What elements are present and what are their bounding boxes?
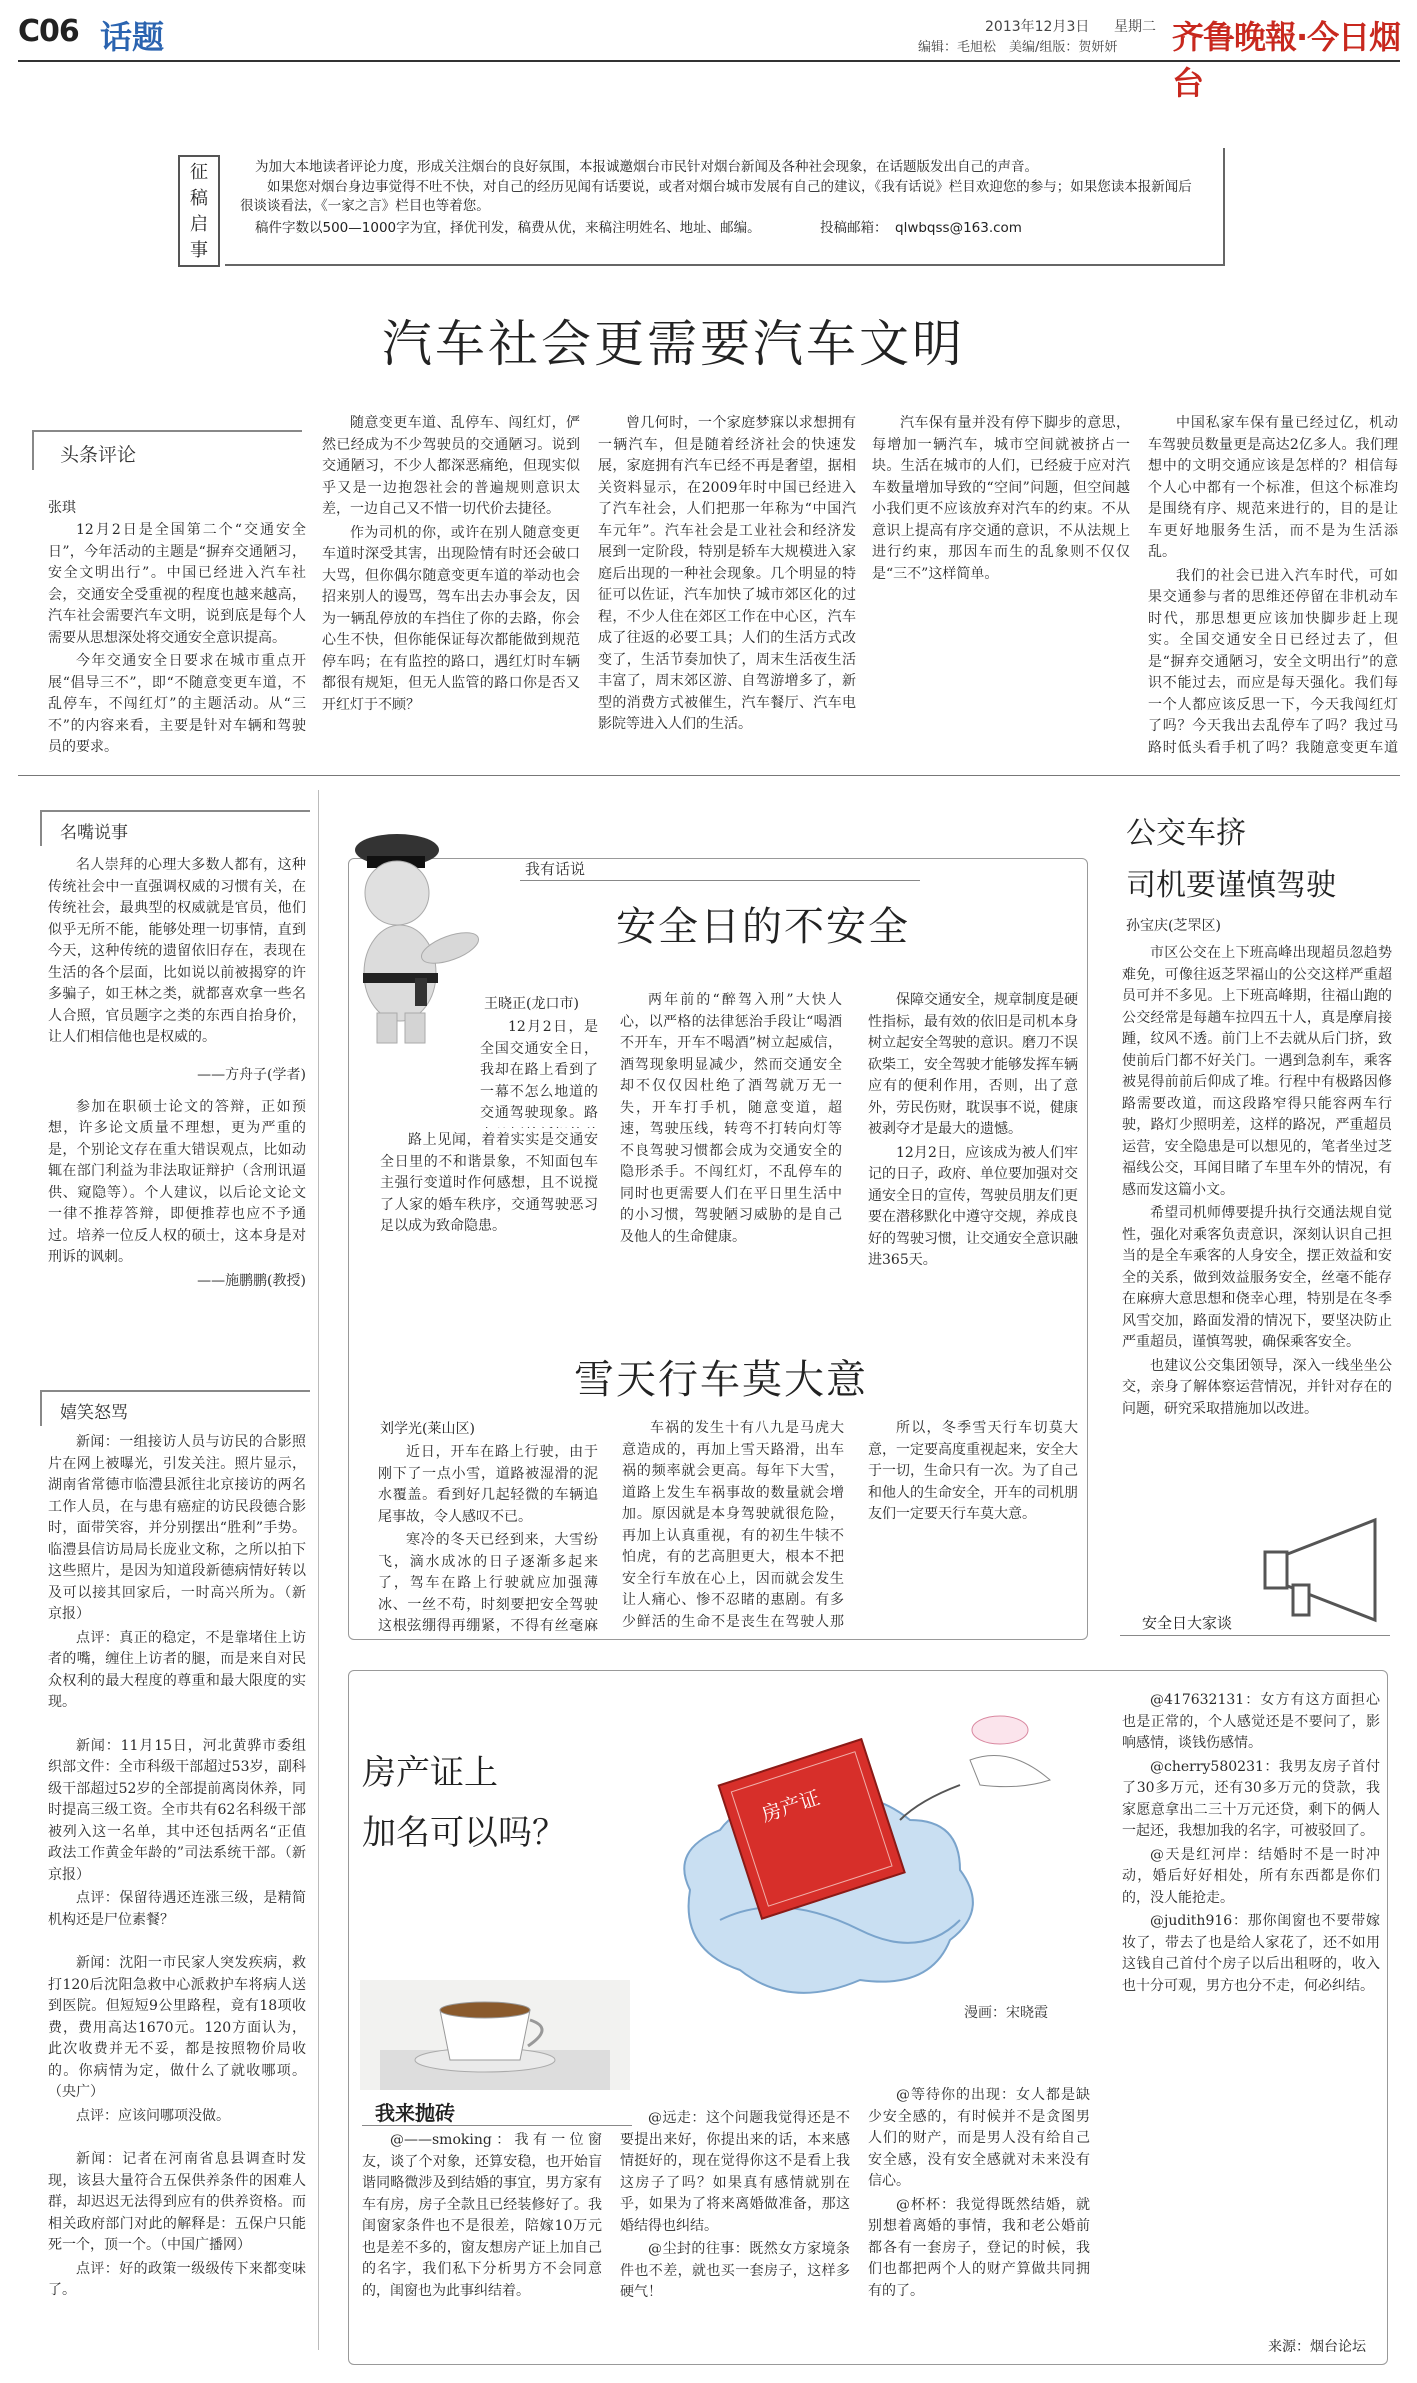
fangchan-para: @等待你的出现：女人都是缺少安全感的，有时候并不是贪图男人们的财产，而是男人没有给自己安全感，没有安全感就对未来没有信心。 — [868, 2087, 1090, 2189]
headline-para: 作为司机的你，或许在别人随意变更车道时深受其害，出现险情有时还会破口大骂，但你偶尔随意变更车道的举动也会招来别人的谩骂，驾车出去办事会友，因为一辆乱停放的车挡住了你的去路，你会心生不快，但你能保证每次都能做到规范停车吗；在有监控的路口，遇红灯时车辆都很有规矩，但无人监管的路口你是否又开红灯于不顾？ — [322, 524, 580, 713]
headline-para: 今年交通安全日要求在城市重点开展“倡导三不”，即“不随意变更车道，不乱停车，不闯红灯”的主题活动。从“三不”的内容来看，主要是针对车辆和驾驶员的要求。 — [48, 653, 306, 755]
header-rule — [18, 60, 1400, 62]
police-figure-illustration — [335, 828, 485, 1048]
fangchan-para: @尘封的往事：既然女方家境条件也不差，就也买一套房子，这样多硬气！ — [620, 2241, 850, 2300]
headline-para: 曾几何时，一个家庭梦寐以求想拥有一辆汽车，但是随着经济社会的快速发展，家庭拥有汽车已经不再是奢望，据相关资料显示，在2009年时中国已经进入了汽车社会，人们把那一年称为“中国汽车元年”。汽车社会是工业社会和经济发展到一定阶段，特别是轿车大规模进入家庭后出现的一种社会现象。几个明显的特征可以佐证，汽车加快了城市郊区化的过程，不少人住在郊区工作在中心区，汽车成了往返的必要工具；人们的生活方式改变了，生活节奏加快了，周末生活夜生活丰富了，周末郊区游、自驾游增多了，新型的消费方式被催生，汽车餐厅、汽车电影院等进入人们的生活。 — [598, 415, 856, 732]
notice-email-label: 投稿邮箱： — [820, 220, 888, 236]
woyou-author-2: 刘学光(莱山区) — [380, 1421, 475, 1437]
xixiao-news: 新闻：11月15日，河北黄骅市委组织部文件：全市科级干部超过53岁，副科级干部超过52岁的全部提前离岗休养，同时提高三级工资。全市共有62名科级干部被列入这一名单，其中还包括两名“正值政法工作黄金年龄的”司法系统干部。（新京报） — [48, 1737, 306, 1883]
headline-para: 汽车保有量并没有停下脚步的意思，每增加一辆汽车，城市空间就被挤占一块。生活在城市的人们，已经疲于应对汽车数量增加导致的“空间”问题，但空间越小我们更不应该放弃对汽车的约束。不从意识上提高有序交通的意识，不从法规上进行约束，那因车而生的乱象则不仅仅是“三不”这样简单。 — [872, 415, 1130, 582]
gongjiao-title-line-1: 公交车挤 — [1126, 816, 1246, 851]
headline-para: 我们的社会已进入汽车时代，可如果交通参与者的思维还停留在非机动车时代，那思想更应该加快脚步赶上现实。全国交通安全日已经过去了，但是“摒弃交通陋习，安全文明出行”的意识不能过去，而应是每天强化。我们每一个人都应该反思一下，今天我闯红灯了吗？今天我出去乱停车了吗？我过马路时低头看手机了吗？我随意变更车道 — [1148, 567, 1398, 756]
fangchan-column-rule — [362, 2125, 632, 2126]
woyou-tag: 我有话说 — [525, 860, 586, 878]
xixiao-news: 新闻：记者在河南省息县调查时发现，该县大量符合五保供养条件的困难人群，却迟迟无法得到应有的供养资格。而相关政府部门对此的解释是：五保户只能死一个，顶一个。（中国广播网） — [48, 2151, 306, 2253]
fangchan-para: @417632131：女方有这方面担心也是正常的，个人感觉还是不要问了，影响感情，谈钱伤感情。 — [1122, 1692, 1380, 1751]
headline-author: 张琪 — [48, 500, 76, 516]
mingzui-signature: ——方舟子(学者) — [197, 1067, 306, 1083]
megaphone-icon — [1255, 1510, 1395, 1630]
headline-title: 汽车社会更需要汽车文明 — [382, 315, 965, 373]
woyou-para: 寒冷的冬天已经到来，大雪纷飞，滴水成冰的日子逐渐多起来了，驾车在路上行驶就应加强薄冰、一丝不苟，时刻要把安全驾驶这根弦绷得再绷紧，不得有丝毫麻 — [378, 1532, 598, 1634]
woyou-title-1: 安全日的不安全 — [616, 904, 910, 950]
xixiao-news: 新闻：沈阳一市民家人突发疾病，救打120后沈阳急救中心派救护车将病人送到医院。但短短9公里路程，竟有18项收费，费用高达1670元。120方面认为，此次收费并无不妥，都是按照物价局收的。你病情为定，做什么了就收哪项。（央广） — [48, 1955, 306, 2100]
xixiao-comment: 点评：保留待遇还连涨三级，是精简机构还是尸位素餐？ — [48, 1890, 306, 1928]
fangchan-para: @cherry580231：我男友房子首付了30多万元，还有30多万元的贷款，我家愿意拿出二三十万元还贷，剩下的俩人一起还，我想加我的名字，可被驳回了。 — [1122, 1758, 1380, 1839]
woyou-article-1-col-1 — [480, 1017, 598, 1128]
gongjiao-para: 也建议公交集团领导，深入一线坐坐公交，亲身了解体察运营情况，并针对存在的问题，研究采取措施加以改进。 — [1122, 1357, 1392, 1417]
fangchan-title-line-1: 房产证上 — [362, 1753, 498, 1793]
newspaper-brand: 齐鲁晚報·今日烟台 — [1172, 18, 1401, 102]
editor-credits: 编辑：毛旭松 美编/组版：贺妍妍 — [918, 40, 1118, 55]
woyou-para: 两年前的“醉驾入刑”大快人心，以严格的法律惩治手段让“喝酒不开车，开车不喝酒”树立起威信，酒驾现象明显减少，然而交通安全却不仅仅因杜绝了酒驾就万无一失，开车打手机，随意变道，超速，驾驶压线，转弯不打转向灯等不良驾驶习惯都会成为交通安全的隐形杀手。不闯红灯，不乱停车的同时也更需要人们在平日里生活中的小习惯，驾驶陋习威胁的是自己及他人的生命健康。 — [620, 992, 842, 1245]
fangchan-source: 来源：烟台论坛 — [1268, 2339, 1366, 2355]
fangchan-col-1 — [362, 2130, 602, 2355]
woyou-tag-underline — [520, 880, 920, 881]
woyou-article-2-col-2 — [622, 1418, 844, 1634]
gongjiao-author: 孙宝庆(芝罘区) — [1126, 918, 1221, 934]
woyou-para: 保障交通安全，规章制度是硬性指标，最有效的依旧是司机本身树立起安全驾驶的意识。磨刀不误砍柴工，安全驾驶才能够发挥车辆应有的便利作用，否则，出了意外，劳民伤财，耽误事不说，健康被剥夺才是最大的遗憾。 — [868, 992, 1078, 1137]
fangchan-column-label: 我来抛砖 — [375, 2101, 455, 2125]
fangchan-col-2 — [620, 2108, 850, 2358]
mingzui-para: 参加在职硕士论文的答辩，正如预想，许多论文质量不理想，更为严重的是，个别论文存在重大错误观点，比如动辄在部门利益为非法取证辩护（含刑讯逼供、窥隐等）。个人建议，以后论文论文一律不推荐答辩，即便推荐也应不予通过。培养一位反人权的硕士，这本身是对刑诉的讽刺。 — [48, 1098, 306, 1265]
headline-col-1 — [48, 520, 306, 762]
headline-bottom-rule — [18, 775, 1400, 776]
woyou-article-1-col-2 — [620, 990, 842, 1320]
xixiao-comment: 点评：好的政策一级级传下来都变味了。 — [48, 2260, 306, 2298]
fangchan-para: @远走：这个问题我觉得还是不要提出来好，你提出来的话，本来感情挺好的，现在觉得你这不是看上我这房子了吗？如果真有感情就别在乎，如果为了将来离婚做准备，那这婚结得也纠结。 — [620, 2110, 850, 2234]
woyou-article-2-col-1 — [378, 1442, 598, 1634]
fangchan-para: @——smoking：我有一位窗友，谈了个对象，还算安稳，也开始盲谐同略微涉及到结婚的事宜，男方家有车有房，房子全款且已经装修好了。我闺窗家条件也不是很差，陪嫁10万元也是差不多的，窗友想房产证上加自己的名字，我们私下分析男方不会同意的，闺窗也为此事纠结着。 — [362, 2132, 602, 2299]
notice-email[interactable]: qlwbqss@163.com — [895, 220, 1022, 236]
notice-line-3: 稿件字数以500—1000字为宜，择优刊发，稿费从优，来稿注明姓名、地址、邮编。 — [255, 220, 761, 236]
woyou-title-2: 雪天行车莫大意 — [574, 1357, 868, 1403]
headline-para: 随意变更车道、乱停车、闯红灯，俨然已经成为不少驾驶员的交通陋习。说到交通陋习，不少人都深恶痛绝，但现实似乎又是一边抱怨社会的普遍规则意识太差，一边自己又不惜一切代价去捷径。 — [322, 415, 580, 517]
fangchan-col-3 — [868, 2085, 1090, 2358]
gongjiao-badge-line — [1120, 1635, 1390, 1636]
xixiao-news: 新闻：一组接访人员与访民的合影照片在网上被曝光，引发关注。照片显示，湖南省常德市临澧县派往北京接访的两名工作人员，在与患有癌症的访民段德合影时，面带笑容，并分别摆出“胜利”手势。临澧县信访局局长庞业文称，之所以拍下这些照片，是因为知道段新德病情好转以及可以接其回家后，一时高兴所为。（新京报） — [48, 1434, 306, 1622]
left-column-rule — [318, 790, 319, 2350]
headline-col-4 — [872, 413, 1130, 761]
woyou-author-1: 王晓正(龙口市) — [484, 996, 579, 1012]
mingzui-col — [48, 855, 306, 1325]
woyou-article-2-col-3 — [868, 1418, 1078, 1634]
xixiao-col — [48, 1432, 306, 2362]
fangchan-col-4 — [1122, 1690, 1380, 2330]
headline-para: 中国私家车保有量已经过亿，机动车驾驶员数量更是高达2亿多人。我们理想中的文明交通应该是怎样的？相信每个人心中都有一个标准，但这个标准均是围绕有序、规范来进行的，目的是让车更好地服务生活，而不是为生活添乱。 — [1148, 415, 1398, 560]
woyou-para: 12月2日，是全国交通安全日，我却在路上看到了一幕不怎么地道的交通驾驶现象。路 — [480, 1019, 598, 1121]
fangchan-para: @judith916：那你闺窗也不要带嫁妆了，带去了也是给人家花了，还不如用这钱自己首付个房子以后出租呀的，收入也十分可观，男方也分不走，何必纠结。 — [1122, 1913, 1380, 1994]
woyou-para: 12月2日，应该成为被人们牢记的日子，政府、单位要加强对交通安全日的宣传，驾驶员朋友们更要在潜移默化中遵守交规，养成良好的驾驶习惯，让交通安全意识融进365天。 — [868, 1144, 1078, 1268]
notice-line-1: 为加大本地读者评论力度，形成关注烟台的良好氛围，本报诚邀烟台市民针对烟台新闻及各种社会现象，在话题版发出自己的声音。 — [255, 159, 1038, 175]
gongjiao-para: 市区公交在上下班高峰出现超员忽趋势难免，可像往返芝罘福山的公交这样严重超员可并不多见。上下班高峰期，往福山跑的公交经常是每趟车拉四五十人，真是摩肩接踵，纹风不透。前门上不去就从后门挤，致使前后门都不好关门。一遇到急刹车，乘客被晃得前前后仰成了堆。行程中有极路因修路需要改道，而这段路窄得只能容两车行驶，路灯少照明差，这样的路况，严重超员运营，安全隐患是可以想见的，笔者坐过芝福线公交，耳闻目睹了车里车外的情况，有感而发这篇小文。 — [1122, 945, 1392, 1198]
headline-col-2 — [322, 413, 580, 761]
woyou-para: 路上见闻，着着实实是交通安全日里的不和谐景象，不知面包车主强行变道时作何感想，且不说搅了人家的婚车秩序，交通驾驶恶习足以成为致命隐患。 — [380, 1132, 598, 1234]
headline-col-5 — [1148, 413, 1398, 761]
gongjiao-col — [1122, 943, 1392, 1513]
woyou-article-1-col-3 — [868, 990, 1078, 1320]
woyou-para: 车祸的发生十有八九是马虎大意造成的，再加上雪天路滑，出车祸的频率就会更高。每年下大雪，道路上发生车祸事故的数量就会增加。原因就是本身驾驶就很危险，再加上认真重视，有的初生牛犊不怕虎，有的艺高胆更大，根本不把安全行车放在心上，因而就会发生让人痛心、惨不忍睹的惠剧。有多少鲜活的生命不是丧生在驾驶人那 — [622, 1420, 844, 1630]
mingzui-label: 名嘴说事 — [60, 823, 128, 843]
headline-para: 12月2日是全国第二个“交通安全日”，今年活动的主题是“摒弃交通陋习，安全文明出行”。中国已经进入汽车社会，交通安全受重视的程度也越来越高，汽车社会需要汽车文明，说到底是每个人需要从思想深处将交通安全意识提高。 — [48, 522, 306, 646]
woyou-article-1-col-1b — [380, 1130, 598, 1320]
xixiao-comment: 点评：应该问哪项没做。 — [76, 2107, 230, 2124]
issue-weekday: 星期二 — [1114, 19, 1156, 35]
gongjiao-title-line-2: 司机要谨慎驾驶 — [1126, 868, 1336, 903]
xixiao-label: 嬉笑怒骂 — [60, 1403, 128, 1423]
fangchan-title-line-2: 加名可以吗？ — [362, 1813, 566, 1853]
cartoon-deed-label: 房产证 — [758, 1785, 823, 1827]
notice-label: 征稿启事 — [190, 162, 208, 261]
xixiao-comment: 点评：真正的稳定，不是靠堵住上访者的嘴，缠住上访者的腿，而是来自对民众权利的最大程度的尊重和最大限度的实现。 — [48, 1629, 306, 1710]
notice-line-2: 如果您对烟台身边事觉得不吐不快，对自己的经历见闻有话要说，或者对烟台城市发展有自己的建议，《我有话说》栏目欢迎您的参与；如果您读本报新闻后很谈谈看法，《一家之言》栏目也等着您。 — [240, 179, 1192, 214]
mingzui-para: 名人崇拜的心理大多数人都有，这种传统社会中一直强调权威的习惯有关，在传统社会，最典型的权威就是官员，他们似乎无所不能，能够处理一切事情，直到今天，这种传统的遗留依旧存在，表现在生活的各个层面，比如说以前被揭穿的许多骗子，如王林之类，就都喜欢拿一些名人合照，官员题字之类的东西自抬身价，让人们相信他也是权威的。 — [48, 857, 306, 1045]
house-deed-cartoon — [660, 1690, 1060, 2050]
cartoon-credit: 漫画：宋晓霞 — [964, 2005, 1048, 2021]
teacup-illustration — [360, 1980, 630, 2090]
headline-column-label: 头条评论 — [60, 444, 137, 466]
section-name: 话题 — [100, 18, 165, 56]
fangchan-para: @杯杯：我觉得既然结婚，就别想着离婚的事情，我和老公婚前都各有一套房子，登记的时候，我们也都把两个人的财产算做共同拥有的了。 — [868, 2196, 1090, 2299]
woyou-para: 所以，冬季雪天行车切莫大意，一定要高度重视起来，安全大于一切，生命只有一次。为了自己和他人的生命安全，开车的司机朋友们一定要天行车莫大意。 — [868, 1420, 1078, 1522]
gongjiao-badge: 安全日大家谈 — [1142, 1614, 1233, 1632]
gongjiao-para: 希望司机师傅要提升执行交通法规自觉性，强化对乘客负责意识，深刻认识自己担当的是全车乘客的人身安全，摆正效益和安全的关系，做到效益服务安全，丝毫不能存在麻痹大意思想和侥幸心理，特别是在冬季风雪交加，路面发滑的情况下，要坚决防止严重超员，谨慎驾驶，确保乘客安全。 — [1122, 1205, 1392, 1350]
page-code: C06 — [18, 14, 79, 49]
headline-col-3 — [598, 413, 856, 761]
woyou-para: 近日，开车在路上行驶，由于刚下了一点小雪，道路被湿滑的泥水覆盖。看到好几起轻微的车辆追尾事故，令人感叹不已。 — [378, 1444, 598, 1525]
issue-date: 2013年12月3日 — [985, 19, 1090, 35]
fangchan-para: @天是红河岸：结婚时不是一时冲动，婚后好好相处，所有东西都是你们的，没人能抢走。 — [1122, 1846, 1380, 1906]
mingzui-signature: ——施鹏鹏(教授) — [197, 1272, 306, 1289]
